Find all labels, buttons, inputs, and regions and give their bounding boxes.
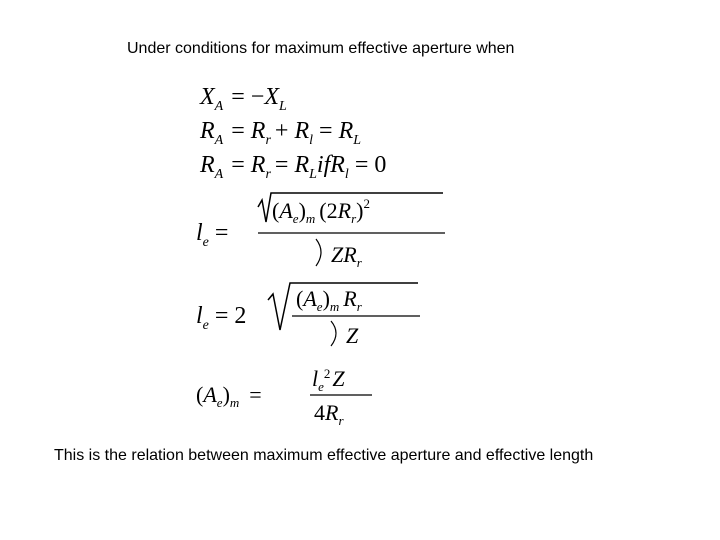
equation-effective-length-1 xyxy=(196,193,445,270)
svg-text:RA= Rr= RLifRl= 0: $R_A = R_r = R_LifR_l = 0$ xyxy=(200,152,387,182)
svg-text:Z: Z xyxy=(346,323,359,348)
equation-reactance xyxy=(199,84,287,114)
slide-heading: Under conditions for maximum effective aperture when xyxy=(127,40,515,57)
svg-text:ZRr: $ZR_r$ xyxy=(331,242,362,270)
equation-effective-length-2 xyxy=(196,283,420,348)
svg-text:4Rr: $4R_r$ xyxy=(314,400,344,428)
svg-text:le= 2: $l_e = 2$ xyxy=(196,303,247,333)
svg-text:le2Z: $l_e^2Z$ xyxy=(312,366,345,394)
equation-resistance-sum xyxy=(199,118,361,148)
equation-resistance-condition xyxy=(199,152,386,182)
slide-footer-caption: This is the relation between maximum effective aperture and effective length xyxy=(54,447,594,464)
svg-text:XA= −XL: $X_A = -X_L$ xyxy=(200,84,287,114)
svg-text:RA= Rr+ Rl= RL: $R_A = R_r + R_l = R_L$ xyxy=(200,118,362,148)
svg-text:(Ae)m(2Rr)2: $(A_e)_m$ $(2R_r)^2$ xyxy=(272,196,370,226)
svg-text:(Ae)mRr: $(A_e)_m$ $R_r$ xyxy=(296,286,362,314)
svg-text:le=: $l_e$ = xyxy=(196,220,229,250)
equation-max-effective-aperture xyxy=(196,366,372,428)
svg-text:(Ae)m=: $(A_e)_m$ = xyxy=(196,382,262,410)
